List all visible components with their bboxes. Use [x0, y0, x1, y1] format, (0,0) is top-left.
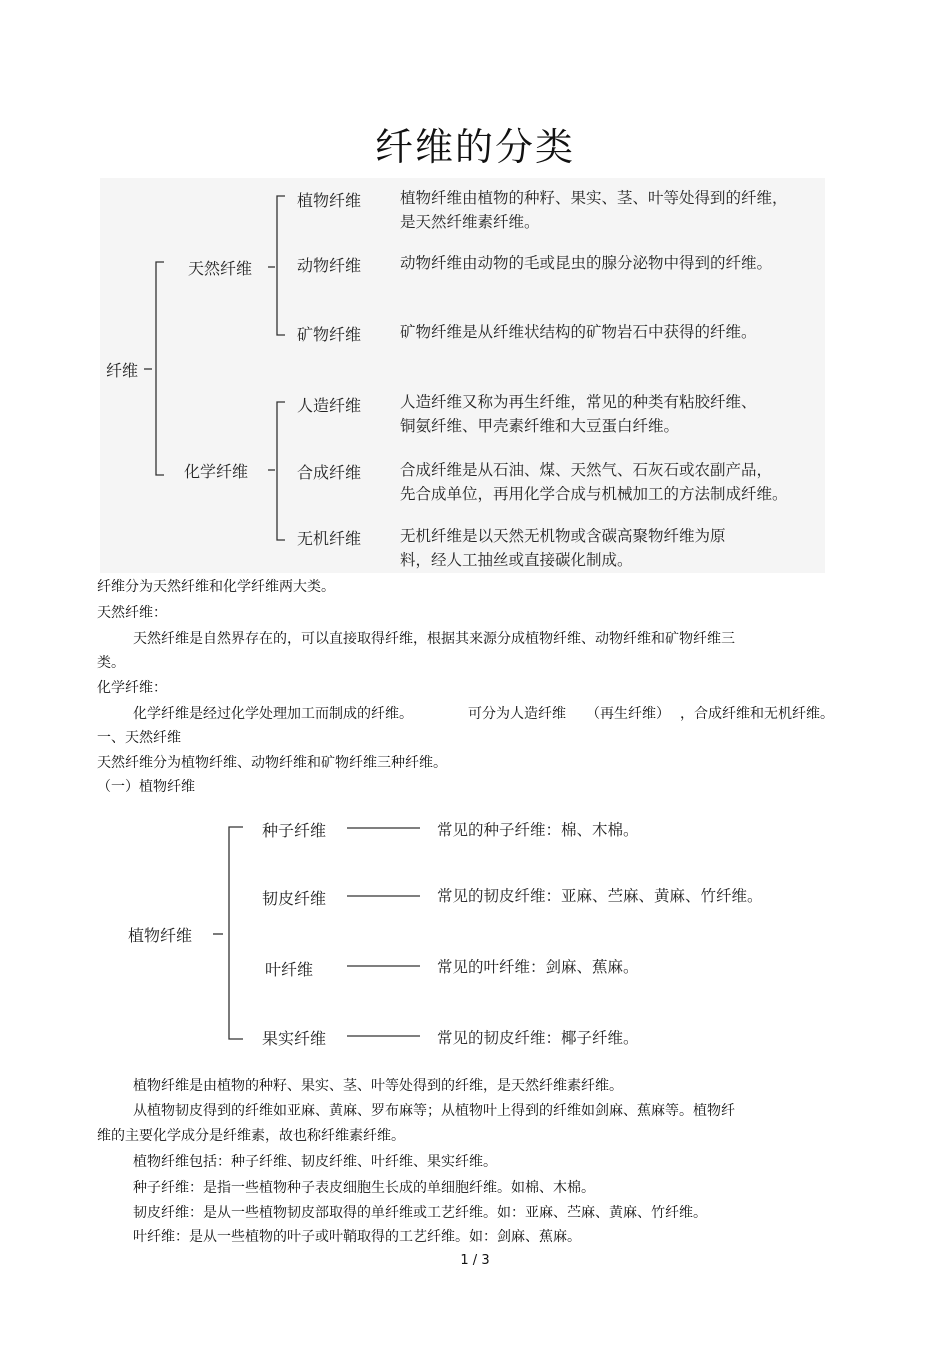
item-name: 合成纤维	[297, 463, 362, 482]
item-desc	[400, 524, 726, 572]
item-desc	[400, 186, 788, 234]
paragraph: 天然纤维分为植物纤维、动物纤维和矿物纤维三种纤维。	[97, 755, 447, 771]
paragraph: 天然纤维是自然界存在的，可以直接取得纤维，根据其来源分成植物纤维、动物纤维和矿物纤维三	[133, 631, 735, 647]
paragraph: 从植物韧皮得到的纤维如亚麻、黄麻、罗布麻等；从植物叶上得到的纤维如剑麻、蕉麻等。植物纤	[133, 1103, 735, 1119]
subsection-heading: （一）植物纤维	[97, 779, 195, 795]
heading: 天然纤维：	[97, 605, 167, 621]
paragraph: （再生纤维）	[586, 706, 670, 722]
diagram-brackets	[120, 806, 830, 1056]
item-desc: 常见的种子纤维：棉、木棉。	[437, 821, 639, 839]
item-name: 韧皮纤维	[262, 889, 327, 908]
heading: 化学纤维：	[97, 680, 167, 696]
diagram-root-label: 植物纤维	[128, 926, 193, 945]
item-desc-line: 合成纤维是从石油、煤、天然气、石灰石或农副产品，	[400, 461, 773, 479]
item-desc: 常见的韧皮纤维：亚麻、苎麻、黄麻、竹纤维。	[437, 887, 763, 905]
paragraph: 种子纤维：是指一些植物种子表皮细胞生长成的单细胞纤维。如棉、木棉。	[133, 1180, 595, 1196]
item-desc	[400, 320, 757, 344]
paragraph: 可分为人造纤维	[468, 706, 566, 722]
item-name: 果实纤维	[262, 1029, 327, 1048]
item-desc: 常见的叶纤维：剑麻、蕉麻。	[437, 958, 639, 976]
diagram-root-label: 纤维	[106, 361, 139, 380]
item-name: 种子纤维	[262, 821, 327, 840]
item-desc-line: 是天然纤维素纤维。	[400, 213, 540, 231]
paragraph: 植物纤维是由植物的种籽、果实、茎、叶等处得到的纤维，是天然纤维素纤维。	[133, 1078, 623, 1094]
item-desc-line: 先合成单位，再用化学合成与机械加工的方法制成纤维。	[400, 485, 788, 503]
branch-label-natural: 天然纤维	[188, 259, 253, 278]
item-desc	[400, 390, 757, 438]
item-desc-line: 料，经人工抽丝或直接碳化制成。	[400, 551, 633, 569]
fiber-classification-diagram	[100, 178, 825, 573]
paragraph: 类。	[97, 655, 125, 671]
item-desc-line: 矿物纤维是从纤维状结构的矿物岩石中获得的纤维。	[400, 323, 757, 341]
item-name: 动物纤维	[297, 256, 362, 275]
plant-fiber-diagram	[120, 806, 830, 1056]
paragraph: 叶纤维：是从一些植物的叶子或叶鞘取得的工艺纤维。如：剑麻、蕉麻。	[133, 1229, 581, 1245]
paragraph: 化学纤维是经过化学处理加工而制成的纤维。	[133, 706, 413, 722]
paragraph: ，合成纤维和无机纤维。	[680, 706, 834, 722]
section-heading: 一、天然纤维	[97, 730, 181, 746]
page-title: 纤维的分类	[374, 125, 575, 169]
item-name: 无机纤维	[297, 529, 362, 548]
paragraph: 纤维分为天然纤维和化学纤维两大类。	[97, 579, 335, 595]
item-desc-line: 铜氨纤维、甲壳素纤维和大豆蛋白纤维。	[400, 417, 680, 435]
item-desc-line: 无机纤维是以天然无机物或含碳高聚物纤维为原	[400, 527, 726, 545]
item-name: 人造纤维	[297, 396, 362, 415]
item-name: 植物纤维	[297, 191, 362, 210]
item-name: 叶纤维	[265, 960, 314, 979]
item-desc-line: 植物纤维由植物的种籽、果实、茎、叶等处得到的纤维，	[400, 189, 788, 207]
paragraph: 韧皮纤维：是从一些植物韧皮部取得的单纤维或工艺纤维。如：亚麻、苎麻、黄麻、竹纤维。	[133, 1205, 707, 1221]
branch-label-chemical: 化学纤维	[184, 462, 249, 481]
item-desc	[400, 458, 788, 506]
item-name: 矿物纤维	[297, 325, 362, 344]
paragraph: 维的主要化学成分是纤维素，故也称纤维素纤维。	[97, 1128, 405, 1144]
item-desc-line: 动物纤维由动物的毛或昆虫的腺分泌物中得到的纤维。	[400, 254, 773, 272]
item-desc-line: 人造纤维又称为再生纤维，常见的种类有粘胶纤维、	[400, 393, 757, 411]
diagram-brackets	[100, 178, 825, 573]
item-desc: 常见的韧皮纤维：椰子纤维。	[437, 1029, 639, 1047]
page-number: 1 / 3	[460, 1253, 490, 1268]
item-desc	[400, 251, 772, 275]
paragraph: 植物纤维包括：种子纤维、韧皮纤维、叶纤维、果实纤维。	[133, 1154, 497, 1170]
